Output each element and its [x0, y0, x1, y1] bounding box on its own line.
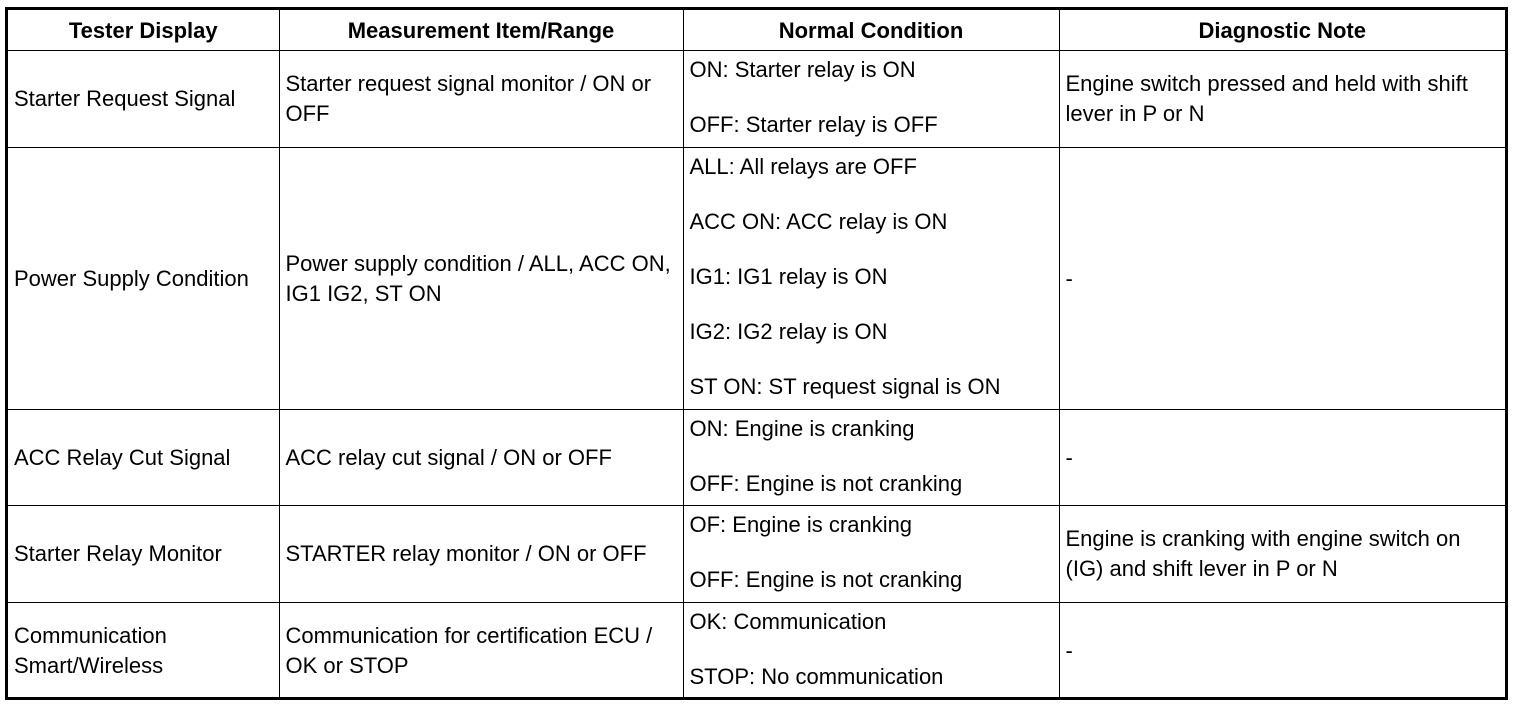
table-row	[8, 410, 1505, 506]
diagnostic-note-cell: -	[1059, 603, 1505, 699]
condition-line: OF: Engine is cranking	[689, 512, 913, 537]
condition-line: OFF: Starter relay is OFF	[689, 112, 938, 137]
condition-line: ALL: All relays are OFF	[689, 154, 917, 179]
table-header-row	[8, 10, 1505, 51]
condition-line: ON: Engine is cranking	[689, 416, 915, 441]
condition-line: STOP: No communication	[689, 664, 944, 689]
header-normal-condition: Normal Condition	[683, 10, 1059, 51]
condition-line: IG1: IG1 relay is ON	[689, 264, 888, 289]
diagnostic-note-cell: Engine switch pressed and held with shift lever in P or N	[1059, 51, 1505, 148]
measurement-cell: Power supply condition / ALL, ACC ON, IG1 IG2, ST ON	[279, 148, 683, 410]
normal-condition-cell	[683, 603, 1059, 699]
measurement-cell: STARTER relay monitor / ON or OFF	[279, 506, 683, 603]
tester-display-cell: ACC Relay Cut Signal	[8, 410, 279, 506]
condition-line: OK: Communication	[689, 609, 887, 634]
normal-condition-cell	[683, 51, 1059, 148]
condition-line: OFF: Engine is not cranking	[689, 567, 963, 592]
measurement-cell: ACC relay cut signal / ON or OFF	[279, 410, 683, 506]
table-row	[8, 51, 1505, 148]
condition-line: ON: Starter relay is ON	[689, 57, 916, 82]
normal-condition-cell	[683, 410, 1059, 506]
diagnostic-note-cell: Engine is cranking with engine switch on (IG) and shift lever in P or N	[1059, 506, 1505, 603]
diagnostic-data-table	[8, 10, 1505, 699]
condition-line: ST ON: ST request signal is ON	[689, 374, 1001, 399]
condition-line: OFF: Engine is not cranking	[689, 471, 963, 496]
header-diagnostic-note: Diagnostic Note	[1059, 10, 1505, 51]
table-row	[8, 148, 1505, 410]
diagnostic-note-cell: -	[1059, 410, 1505, 506]
table-row	[8, 603, 1505, 699]
tester-display-cell: Communication Smart/Wireless	[8, 603, 279, 699]
normal-condition-cell	[683, 506, 1059, 603]
header-tester-display: Tester Display	[8, 10, 279, 51]
normal-condition-cell	[683, 148, 1059, 410]
header-measurement-item: Measurement Item/Range	[279, 10, 683, 51]
tester-display-cell: Starter Request Signal	[8, 51, 279, 148]
condition-line: IG2: IG2 relay is ON	[689, 319, 888, 344]
condition-line: ACC ON: ACC relay is ON	[689, 209, 948, 234]
diagnostic-data-table-frame	[5, 7, 1508, 700]
table-row	[8, 506, 1505, 603]
tester-display-cell: Starter Relay Monitor	[8, 506, 279, 603]
diagnostic-note-cell: -	[1059, 148, 1505, 410]
tester-display-cell: Power Supply Condition	[8, 148, 279, 410]
measurement-cell: Starter request signal monitor / ON or OFF	[279, 51, 683, 148]
measurement-cell: Communication for certification ECU / OK or STOP	[279, 603, 683, 699]
